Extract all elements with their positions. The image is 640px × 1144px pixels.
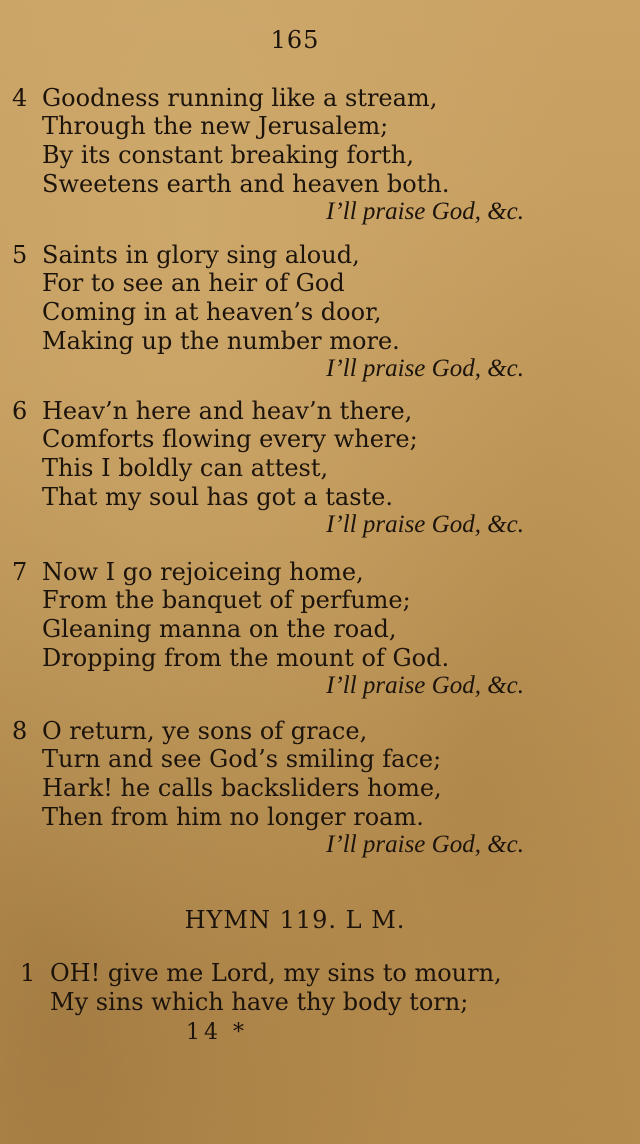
verse-line: Through the new Jerusalem; xyxy=(42,112,389,140)
verse-line: By its constant breaking forth, xyxy=(42,141,414,169)
signature-mark: 14 * xyxy=(186,1020,248,1045)
verse-line: Coming in at heaven’s door, xyxy=(42,298,382,326)
verse-line: My sins which have thy body torn; xyxy=(50,988,469,1016)
verse-line: Hark! he calls backsliders home, xyxy=(42,774,442,802)
verse-line: Sweetens earth and heaven both. xyxy=(42,170,450,198)
stanza-number: 6 xyxy=(12,397,28,425)
verse-line: Then from him no longer roam. xyxy=(42,803,424,831)
verse-line: Now I go rejoiceing home, xyxy=(42,558,364,586)
verse-line: This I boldly can attest, xyxy=(42,454,329,482)
hymn-title: HYMN 119. L M. xyxy=(184,906,406,934)
verse-line: O return, ye sons of grace, xyxy=(42,717,368,745)
refrain: I’ll praise God, &c. xyxy=(326,355,524,382)
verse-line: Comforts flowing every where; xyxy=(42,425,418,453)
verse-line: Turn and see God’s smiling face; xyxy=(42,745,442,773)
stanza-number: 1 xyxy=(20,959,36,987)
stanza-number: 7 xyxy=(12,558,28,586)
verse-line: Goodness running like a stream, xyxy=(42,84,438,112)
stanza-number: 4 xyxy=(12,84,28,112)
stanza-number: 5 xyxy=(12,241,28,269)
verse-line: Gleaning manna on the road, xyxy=(42,615,397,643)
verse-line: OH! give me Lord, my sins to mourn, xyxy=(50,959,502,987)
verse-line: Dropping from the mount of God. xyxy=(42,644,450,672)
verse-line: Saints in glory sing aloud, xyxy=(42,241,360,269)
refrain: I’ll praise God, &c. xyxy=(326,511,524,538)
refrain: I’ll praise God, &c. xyxy=(326,831,524,858)
page-number: 165 xyxy=(270,26,320,54)
verse-line: From the banquet of perfume; xyxy=(42,586,411,614)
verse-line: Heav’n here and heav’n there, xyxy=(42,397,413,425)
verse-line: For to see an heir of God xyxy=(42,269,345,297)
stanza-number: 8 xyxy=(12,717,28,745)
refrain: I’ll praise God, &c. xyxy=(326,672,524,699)
verse-line: Making up the number more. xyxy=(42,327,400,355)
refrain: I’ll praise God, &c. xyxy=(326,198,524,225)
verse-line: That my soul has got a taste. xyxy=(42,483,393,511)
